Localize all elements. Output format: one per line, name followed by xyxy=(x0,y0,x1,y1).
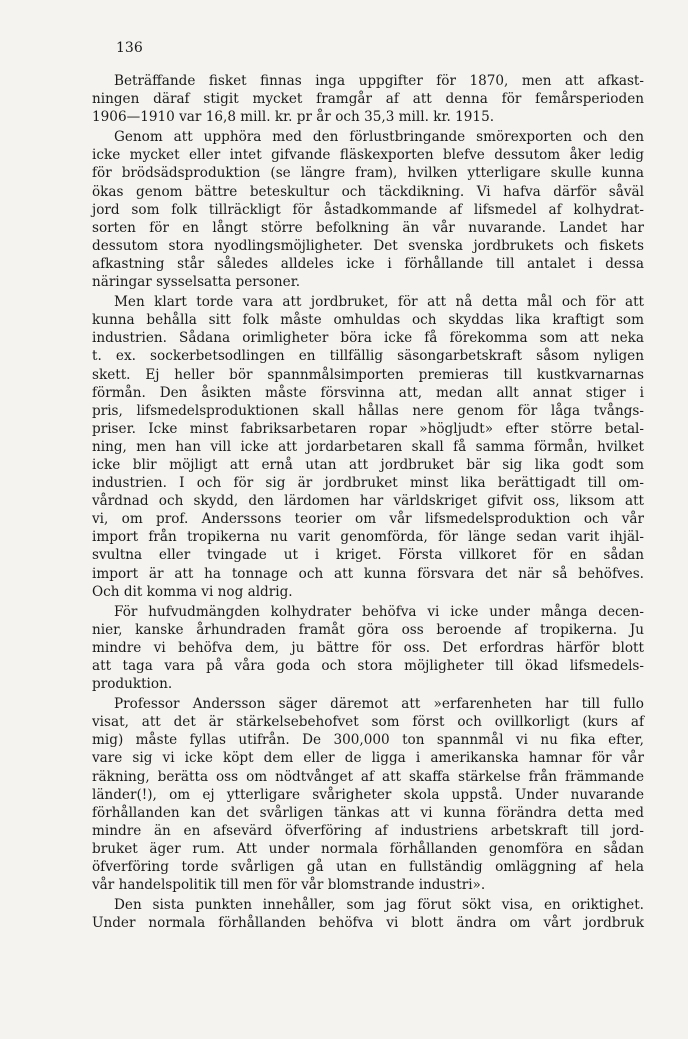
text-line: förhållanden kan det svårligen tänkas att vi kunna förändra detta med xyxy=(92,804,644,821)
text-line: industrien. I och för sig är jordbruket minst lika berättigadt till om- xyxy=(92,475,644,492)
text-line: vår handelspolitik till men för vår blomstrande industri». xyxy=(92,877,486,894)
text-line: industrien. Sådana orimligheter böra icke få förekomma som att neka xyxy=(92,330,644,347)
text-line: Och dit komma vi nog aldrig. xyxy=(92,583,293,600)
text-line: visat, att det är stärkelsebehofvet som först och ovillkorligt (kurs af xyxy=(92,714,644,731)
text-line: bruket äger rum. Att under normala förhållanden genomföra en sådan xyxy=(92,840,644,857)
text-line: import från tropikerna nu varit genomförda, för länge sedan varit ihjäl- xyxy=(92,529,644,546)
text-line: vårdnad och skydd, den lärdomen har världskriget gifvit oss, liksom att xyxy=(92,493,644,510)
text-line: mindre än en afsevärd öfverföring af industriens arbetskraft till jord- xyxy=(92,822,644,839)
text-line: svultna eller tvingade ut i kriget. Första villkoret för en sådan xyxy=(92,547,644,564)
text-line: skett. Ej heller bör spannmålsimporten premieras till kustkvarnarnas xyxy=(92,366,644,383)
text-line: dessutom stora nyodlingsmöjligheter. Det svenska jordbrukets och fiskets xyxy=(92,237,644,254)
paragraph xyxy=(92,695,644,894)
text-line: afkastning står således alldeles icke i förhållande till antalet i dessa xyxy=(92,255,644,272)
text-line: icke blir möjligt att ernå utan att jordbruket bär sig lika godt som xyxy=(92,456,644,473)
text-line: Beträffande fisket finnas inga uppgifter för 1870, men att afkast- xyxy=(114,73,644,89)
text-line: ningen däraf stigit mycket framgår af att denna för femårsperioden xyxy=(92,91,644,108)
body-text xyxy=(92,72,644,932)
text-line: att taga vara på våra goda och stora möjligheter till ökad lifsmedels- xyxy=(92,658,644,674)
text-line: import är att ha tonnage och att kunna försvara det när så behöfves. xyxy=(92,565,644,582)
text-line: för brödsädsproduktion (se längre fram), hvilken ytterligare skulle kunna xyxy=(92,165,644,182)
text-line: jord som folk tillräckligt för åstadkommande af lifsmedel af kolhydrat- xyxy=(92,201,644,218)
text-line: nier, kanske århundraden framåt göra oss beroende af tropikerna. Ju xyxy=(92,621,644,638)
text-line: 1906—1910 var 16,8 mill. kr. pr år och 35,3 mill. kr. 1915. xyxy=(92,109,495,126)
text-line: räkning, berätta oss om nödtvånget af att skaffa stärkelse från främmande xyxy=(92,768,644,785)
text-line: vare sig vi icke köpt dem eller de ligga i amerikanska hamnar för vår xyxy=(92,750,644,767)
text-line: priser. Icke minst fabriksarbetaren ropar »högljudt» efter större betal- xyxy=(92,420,644,437)
text-line: kunna behålla sitt folk måste omhuldas och skyddas lika kraftigt som xyxy=(92,312,644,329)
text-line: Professor Andersson säger däremot att »erfarenheten har till fullo xyxy=(114,696,644,713)
text-line: ökas genom bättre beteskultur och täckdikning. Vi hafva därför såväl xyxy=(92,183,644,200)
text-line: För hufvudmängden kolhydrater behöfva vi icke under många decen- xyxy=(114,603,644,620)
text-line: mindre vi behöfva dem, ju bättre för oss. Det erfordras härför blott xyxy=(92,639,644,656)
text-line: pris, lifsmedelsproduktionen skall hållas nere genom för låga tvångs- xyxy=(92,402,644,419)
paragraph xyxy=(92,293,644,601)
text-line: Genom att upphöra med den förlustbringande smörexporten och den xyxy=(114,129,644,146)
text-line: Men klart torde vara att jordbruket, för att nå detta mål och för att xyxy=(114,294,644,311)
paragraph xyxy=(92,603,644,693)
text-line: länder(!), om ej ytterligare svårigheter skola uppstå. Under nuvarande xyxy=(92,786,644,803)
text-line: mig) måste fyllas utifrån. De 300,000 ton spannmål vi nu fika efter, xyxy=(92,732,644,749)
text-line: icke mycket eller intet gifvande fläskexporten blefve dessutom åker ledig xyxy=(92,147,644,164)
text-line: sorten för en långt större befolkning än vår nuvarande. Landet har xyxy=(92,219,644,236)
page-number: 136 xyxy=(116,40,143,56)
paragraph xyxy=(92,896,644,932)
text-line: näringar sysselsatta personer. xyxy=(92,274,301,291)
text-line: öfverföring torde svårligen gå utan en fullständig omläggning af hela xyxy=(92,859,644,876)
text-line: Under normala förhållanden behöfva vi blott ändra om vårt jordbruk xyxy=(92,915,644,932)
paragraph xyxy=(92,72,644,126)
text-line: förmån. Den åsikten måste försvinna att, medan allt annat stiger i xyxy=(92,384,644,401)
text-line: produktion. xyxy=(92,676,173,693)
paragraph xyxy=(92,128,644,291)
text-line: t. ex. sockerbetsodlingen en tillfällig säsongarbetskraft såsom nyligen xyxy=(92,348,644,365)
text-line: Den sista punkten innehåller, som jag förut sökt visa, en oriktighet. xyxy=(114,897,644,914)
text-line: vi, om prof. Anderssons teorier om vår lifsmedelsproduktion och vår xyxy=(92,511,644,528)
text-line: ning, men han vill icke att jordarbetaren skall få samma förmån, hvilket xyxy=(92,438,644,455)
